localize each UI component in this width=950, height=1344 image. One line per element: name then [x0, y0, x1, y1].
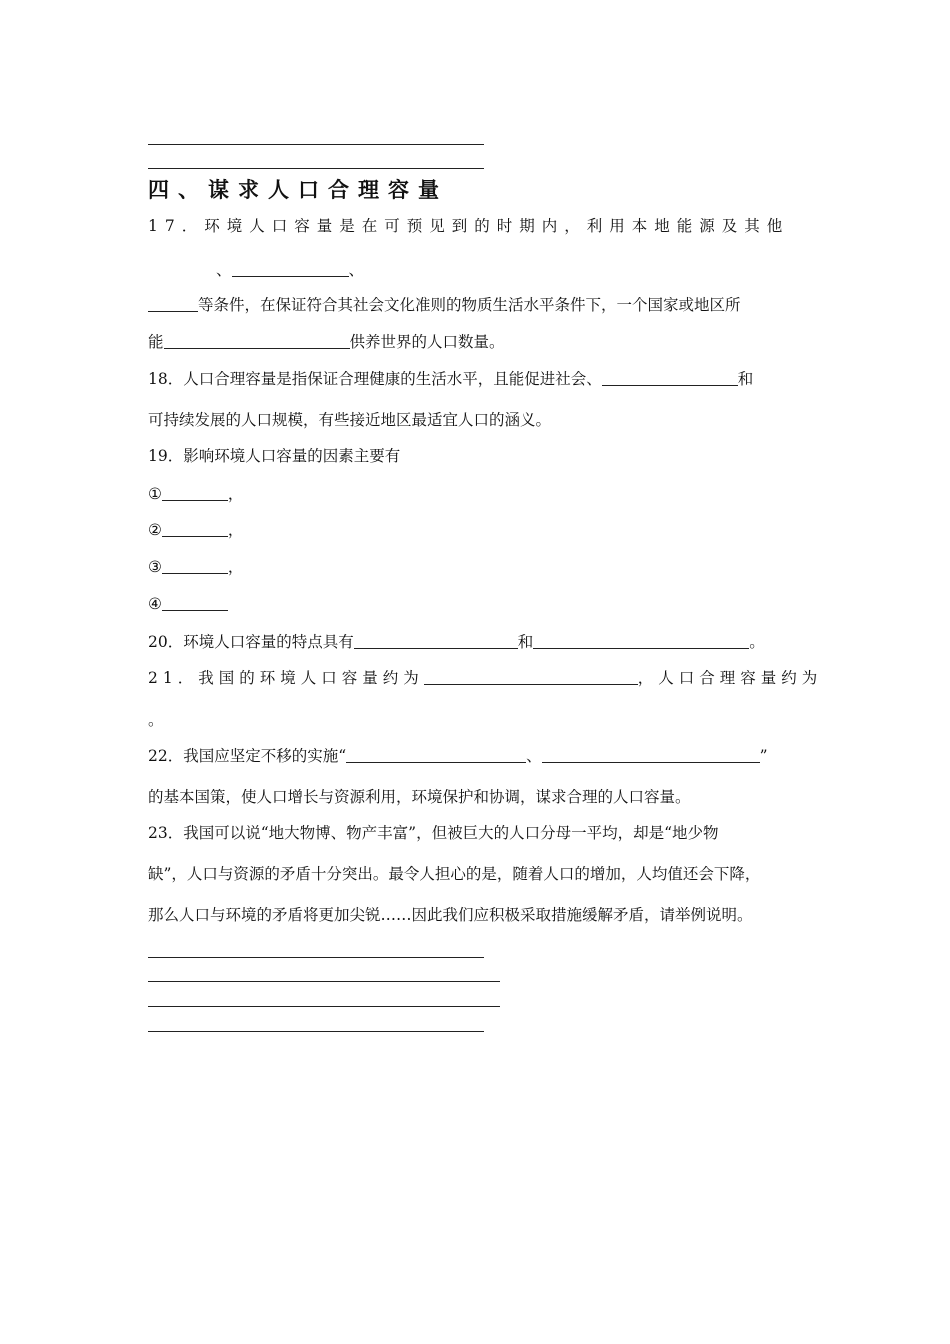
separator: 、	[348, 261, 365, 279]
answer-blank	[162, 484, 228, 501]
question-17-line-2	[148, 260, 364, 280]
comma: ，	[227, 521, 244, 539]
question-20-text: 20．环境人口容量的特点具有	[148, 633, 354, 651]
question-19-item	[148, 484, 243, 504]
answer-blank	[602, 369, 738, 386]
answer-blank	[354, 632, 518, 649]
question-20-text: 和	[517, 633, 534, 651]
answer-line	[148, 144, 484, 145]
question-23-line-1: 23．我国可以说“地大物博、物产丰富”，但被巨大的人口分母一平均，却是“地少物	[148, 824, 719, 842]
answer-blank	[346, 746, 526, 763]
answer-line	[148, 981, 500, 982]
question-19-item	[148, 557, 243, 577]
item-marker: ③	[148, 558, 162, 576]
question-21-line-2: 。	[148, 711, 164, 729]
question-21-line-1	[148, 668, 822, 688]
separator: 、	[216, 261, 232, 279]
answer-line	[148, 1031, 484, 1032]
question-23-line-3: 那么人口与环境的矛盾将更加尖锐……因此我们应积极采取措施缓解矛盾，请举例说明。	[148, 906, 753, 924]
question-22-line-2: 的基本国策，使人口增长与资源利用，环境保护和协调，谋求合理的人口容量。	[148, 788, 691, 806]
answer-blank	[162, 520, 228, 537]
question-18-line-1	[148, 369, 753, 389]
question-20-text: 。	[749, 633, 765, 651]
answer-blank	[542, 746, 760, 763]
question-19-item	[148, 594, 228, 614]
question-17-line-4	[148, 332, 505, 352]
question-21-text: 21．我国的环境人口容量约为	[148, 669, 424, 687]
item-marker: ④	[148, 595, 162, 613]
answer-blank	[164, 332, 350, 349]
answer-blank	[533, 632, 749, 649]
question-22-text: ”	[759, 747, 768, 765]
question-17-text: 等条件，在保证符合其社会文化准则的物质生活水平条件下，一个国家或地区所	[198, 296, 741, 314]
question-22-text: 、	[526, 747, 542, 765]
answer-line	[148, 1006, 500, 1007]
answer-line	[148, 957, 484, 958]
answer-blank	[424, 668, 638, 685]
question-18-text: 18．人口合理容量是指保证合理健康的生活水平，且能促进社会、	[148, 370, 602, 388]
item-marker: ①	[148, 485, 162, 503]
answer-blank	[232, 260, 349, 277]
question-19-item	[148, 520, 243, 540]
question-22-text: 22．我国应坚定不移的实施“	[148, 747, 347, 765]
question-17-line-3	[148, 295, 741, 315]
answer-blank	[162, 594, 228, 611]
question-17-text: 能	[148, 333, 164, 351]
section-title: 四、谋求人口合理容量	[148, 177, 448, 202]
question-19-line-1: 19．影响环境人口容量的因素主要有	[148, 447, 401, 465]
question-21-text: ，人口合理容量约为	[637, 669, 823, 687]
question-18-text: 和	[737, 370, 754, 388]
answer-blank	[148, 295, 198, 312]
question-23-line-2: 缺”，人口与资源的矛盾十分突出。最令人担心的是，随着人口的增加，人均值还会下降，	[148, 865, 761, 883]
question-17-line-1: 17．环境人口容量是在可预见到的时期内，利用本地能源及其他	[148, 217, 790, 235]
question-18-line-2: 可持续发展的人口规模，有些接近地区最适宜人口的涵义。	[148, 411, 552, 429]
item-marker: ②	[148, 521, 162, 539]
comma: ，	[227, 558, 244, 576]
answer-blank	[162, 557, 228, 574]
comma: ，	[227, 485, 244, 503]
question-22-line-1	[148, 746, 768, 766]
question-17-text: 供养世界的人口数量。	[349, 333, 505, 351]
question-20-line-1	[148, 632, 765, 652]
answer-line	[148, 168, 484, 169]
